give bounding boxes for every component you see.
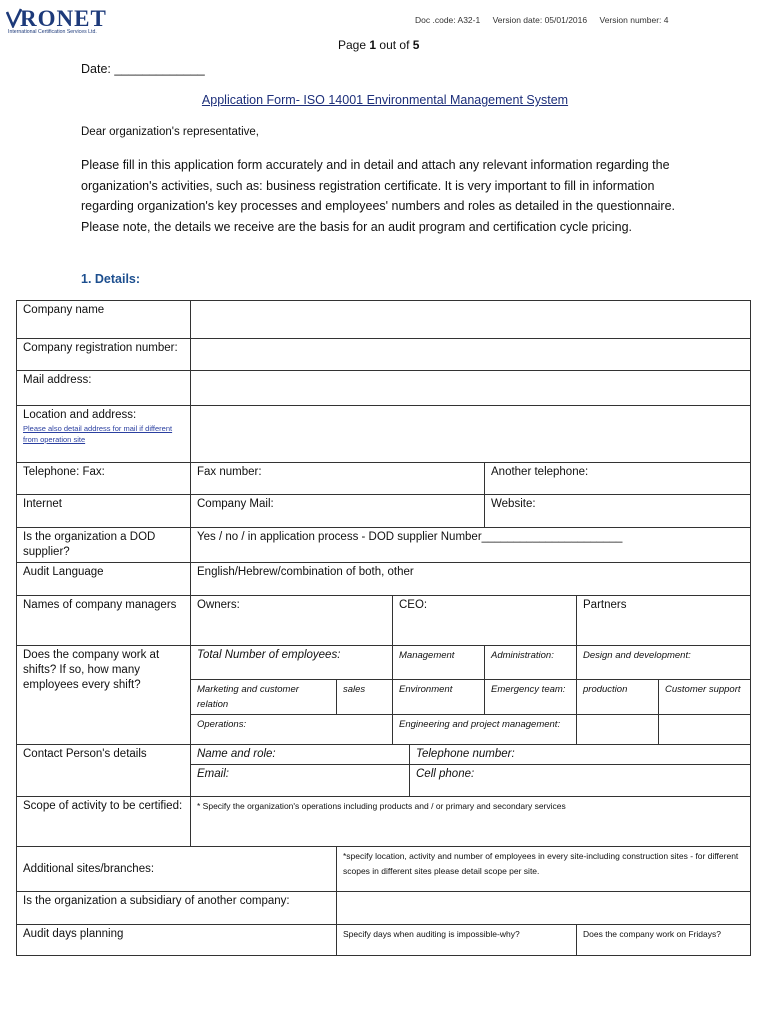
row-company-registration: [17, 339, 751, 371]
page-title: Application Form- ISO 14001 Environmental Management System: [201, 93, 569, 107]
input-company-registration[interactable]: [191, 339, 751, 371]
label-additional-sites: Additional sites/branches:: [17, 847, 337, 892]
row-location: [17, 406, 751, 463]
label-internet: Internet: [17, 495, 191, 528]
label-contact-person: Contact Person's details: [17, 745, 191, 797]
input-fridays[interactable]: Does the company work on Fridays?: [577, 925, 751, 956]
input-emergency[interactable]: Emergency team:: [485, 680, 577, 715]
intro-paragraph: Please fill in this application form accurately and in detail and attach any relevant information regarding the organization's activities, such as: business registration certificate. It is very important to fill in information regarding organization's key processes and employees' numbers and roles as detailed in the questionnaire. Please note, the details we receive are the basis for an audit program and certification cycle pricing.: [81, 158, 676, 234]
label-scope: Scope of activity to be certified:: [17, 797, 191, 847]
date-field[interactable]: Date: _____________: [81, 62, 205, 76]
version-number: Version number: 4: [599, 15, 669, 25]
row-telephone: [17, 463, 751, 495]
row-audit-days: [17, 925, 751, 956]
input-location[interactable]: [191, 406, 751, 463]
input-production[interactable]: production: [577, 680, 659, 715]
row-additional-sites: [17, 847, 751, 892]
input-owners[interactable]: Owners:: [191, 596, 393, 646]
row-contact-1: [17, 745, 751, 765]
label-mail-address: Mail address:: [17, 371, 191, 406]
input-additional-sites[interactable]: *specify location, activity and number of employees in every site-including construction sites - for different scopes in different sites please detail scope per site.: [337, 847, 751, 892]
label-managers: Names of company managers: [17, 596, 191, 646]
label-shifts: Does the company work at shifts? If so, how many employees every shift?: [17, 646, 191, 745]
input-telephone-number[interactable]: Telephone number:: [410, 745, 751, 765]
row-internet: [17, 495, 751, 528]
section-title: 1. Details:: [81, 272, 141, 286]
input-employees-blank-2[interactable]: [659, 715, 751, 745]
input-another-telephone[interactable]: Another telephone:: [485, 463, 751, 495]
location-note-link[interactable]: Please also detail address for mail if different from operation site: [23, 424, 173, 444]
page-indicator: [338, 38, 419, 52]
logo-word: RONET: [20, 6, 107, 31]
input-sales[interactable]: sales: [337, 680, 393, 715]
row-employees-1: [17, 646, 751, 680]
input-partners[interactable]: Partners: [577, 596, 751, 646]
input-dod[interactable]: Yes / no / in application process - DOD supplier Number______________________: [191, 528, 751, 563]
page-current: 1: [369, 38, 377, 52]
company-logo: [6, 6, 124, 36]
input-employees-blank-1[interactable]: [577, 715, 659, 745]
greeting: Dear organization's representative,: [81, 126, 259, 138]
input-operations[interactable]: Operations:: [191, 715, 393, 745]
input-cell-phone[interactable]: Cell phone:: [410, 765, 751, 797]
input-fax-number[interactable]: Fax number:: [191, 463, 485, 495]
label-dod: Is the organization a DOD supplier?: [17, 528, 191, 563]
input-email[interactable]: Email:: [191, 765, 410, 797]
label-telephone: Telephone: Fax:: [17, 463, 191, 495]
doc-code: Doc .code: A32-1: [415, 15, 481, 25]
input-website[interactable]: Website:: [485, 495, 751, 528]
location-label-text: Location and address:: [23, 409, 137, 421]
label-audit-days: Audit days planning: [17, 925, 337, 956]
logo-subtitle: International Certification Services Ltd.: [8, 29, 97, 35]
input-audit-days[interactable]: Specify days when auditing is impossible-why?: [337, 925, 577, 956]
input-management[interactable]: Management: [393, 646, 485, 680]
page-mid: out of: [379, 38, 410, 52]
row-scope: [17, 797, 751, 847]
row-company-name: [17, 301, 751, 339]
label-audit-language: Audit Language: [17, 563, 191, 596]
label-location: [17, 406, 191, 463]
input-ceo[interactable]: CEO:: [393, 596, 577, 646]
details-form-table: [16, 300, 751, 956]
label-subsidiary: Is the organization a subsidiary of another company:: [17, 892, 337, 925]
input-subsidiary[interactable]: [337, 892, 751, 925]
label-company-registration: Company registration number:: [17, 339, 191, 371]
document-meta: [415, 15, 678, 25]
row-dod: [17, 528, 751, 563]
input-audit-language[interactable]: English/Hebrew/combination of both, other: [191, 563, 751, 596]
input-name-role[interactable]: Name and role:: [191, 745, 410, 765]
input-design-development[interactable]: Design and development:: [577, 646, 751, 680]
label-company-name: Company name: [17, 301, 191, 339]
input-scope[interactable]: * Specify the organization's operations including products and / or primary and secondary services: [191, 797, 751, 847]
input-company-mail[interactable]: Company Mail:: [191, 495, 485, 528]
version-date: Version date: 05/01/2016: [492, 15, 588, 25]
row-mail-address: [17, 371, 751, 406]
input-engineering[interactable]: Engineering and project management:: [393, 715, 577, 745]
input-customer-support[interactable]: Customer support: [659, 680, 751, 715]
row-managers: [17, 596, 751, 646]
row-audit-language: [17, 563, 751, 596]
row-subsidiary: [17, 892, 751, 925]
page-total: 5: [412, 38, 420, 52]
page-prefix: Page: [338, 38, 367, 52]
input-marketing[interactable]: Marketing and customer relation: [191, 680, 337, 715]
input-total-employees[interactable]: Total Number of employees:: [191, 646, 393, 680]
input-company-name[interactable]: [191, 301, 751, 339]
input-mail-address[interactable]: [191, 371, 751, 406]
input-administration[interactable]: Administration:: [485, 646, 577, 680]
input-environment[interactable]: Environment: [393, 680, 485, 715]
